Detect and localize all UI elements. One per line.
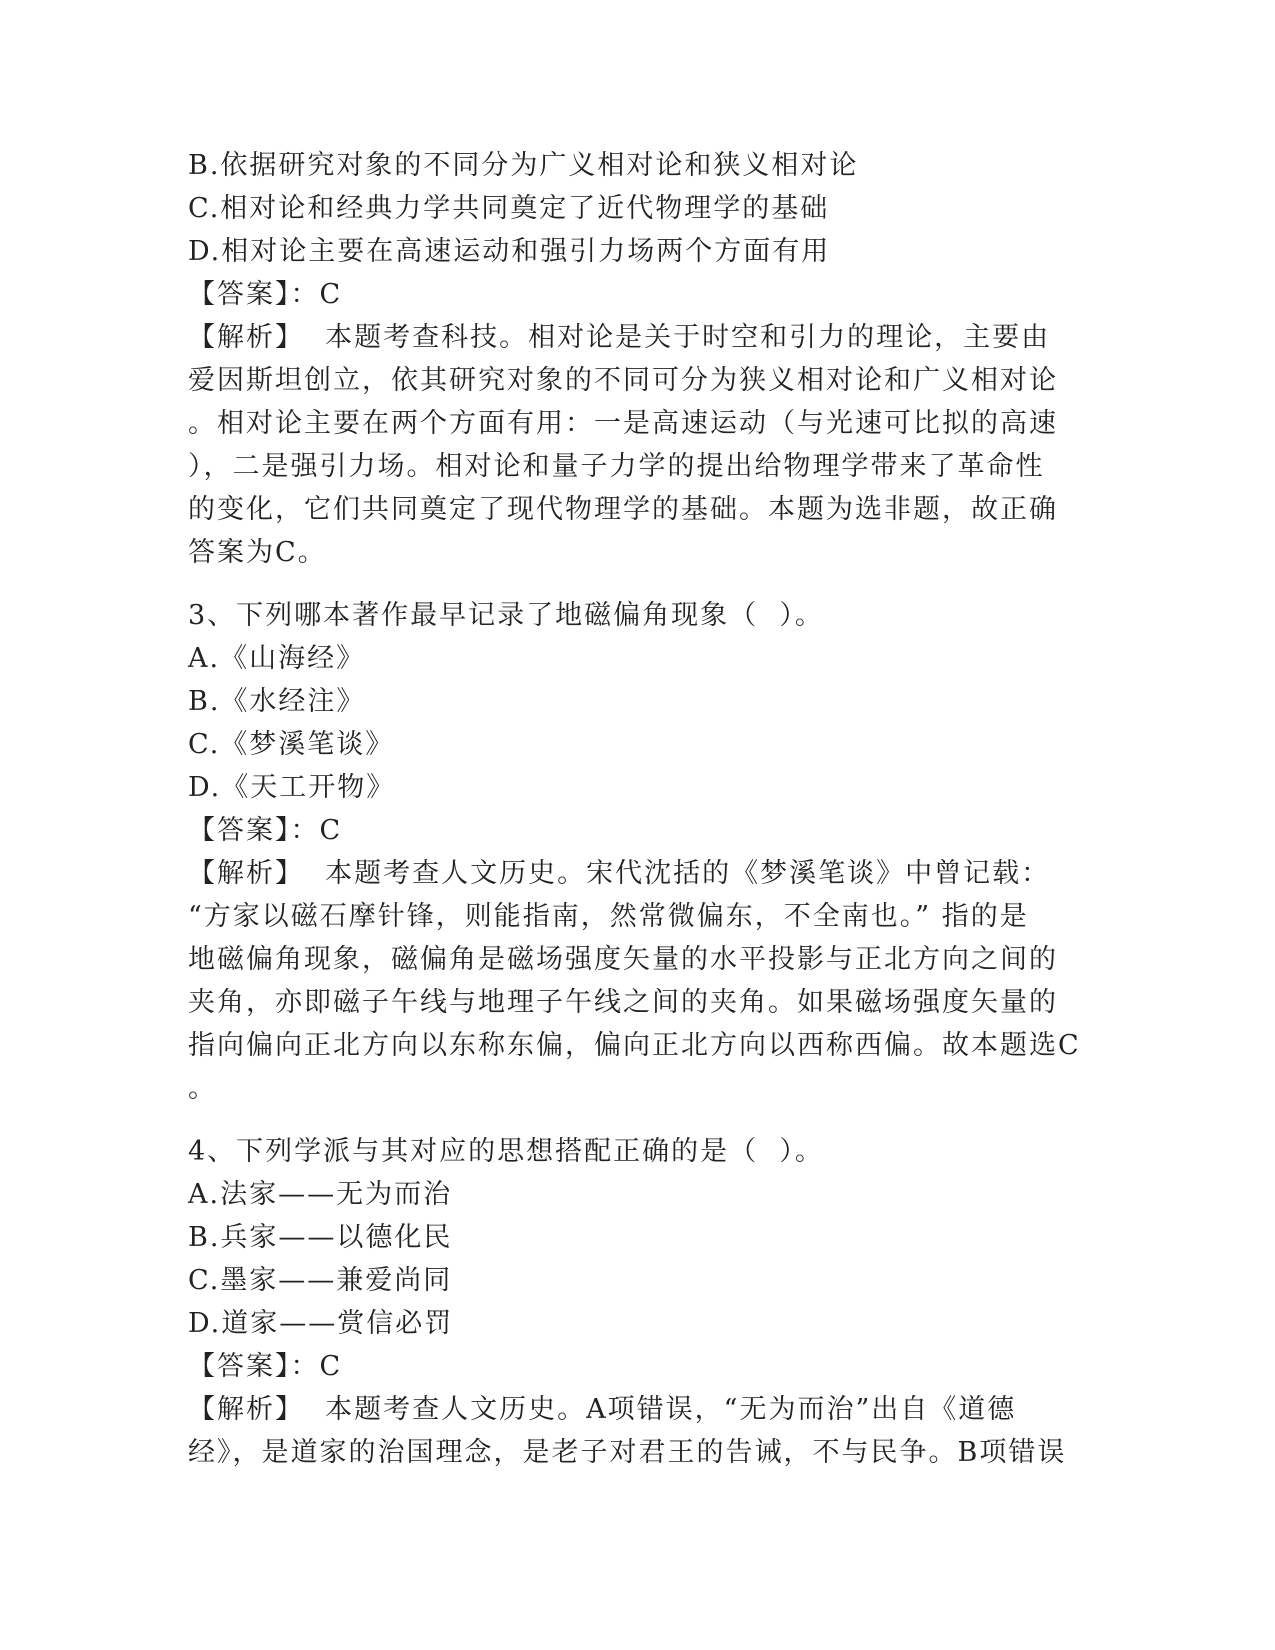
q3-analysis-line-6: 。 [188, 1073, 217, 1104]
q2-option-b: B.依据研究对象的不同分为广义相对论和狭义相对论 [188, 150, 859, 181]
document-content [188, 144, 1088, 1474]
q3-analysis-line-1: 【解析】 本题考查人文历史。宋代沈括的《梦溪笔谈》中曾记载： [188, 858, 1051, 889]
q3-option-b: B.《水经注》 [188, 686, 366, 717]
q4-analysis-line-2: 经》，是道家的治国理念，是老子对君王的告诫，不与民争。B项错误 [188, 1437, 1067, 1468]
q3-analysis-line-2: “方家以磁石摩针锋，则能指南，然常微偏东，不全南也。” 指的是 [188, 901, 1029, 932]
q2-analysis-line-4: ），二是强引力场。相对论和量子力学的提出给物理学带来了革命性 [188, 451, 1045, 482]
q4-answer: 【答案】：C [188, 1351, 343, 1382]
spacer [188, 574, 1088, 594]
q4-analysis [188, 1388, 1088, 1474]
q4-option-d: D.道家——赏信必罚 [188, 1308, 454, 1339]
q3-analysis-line-3: 地磁偏角现象，磁偏角是磁场强度矢量的水平投影与正北方向之间的 [188, 944, 1058, 975]
q4-analysis-line-1: 【解析】 本题考查人文历史。A项错误，“无为而治”出自《道德 [188, 1394, 1017, 1425]
q2-option-d: D.相对论主要在高速运动和强引力场两个方面有用 [188, 236, 831, 267]
q3-option-a: A.《山海经》 [188, 643, 366, 674]
q2-analysis-line-3: 。相对论主要在两个方面有用：一是高速运动（与光速可比拟的高速 [188, 408, 1058, 439]
q3-analysis [188, 852, 1088, 1110]
q3-question: 3、下列哪本著作最早记录了地磁偏角现象（ ）。 [188, 600, 824, 631]
q3-option-c: C.《梦溪笔谈》 [188, 729, 395, 760]
q4-option-a: A.法家——无为而治 [188, 1179, 453, 1210]
q3-analysis-line-4: 夹角，亦即磁子午线与地理子午线之间的夹角。如果磁场强度矢量的 [188, 987, 1058, 1018]
q3-option-d: D.《天工开物》 [188, 772, 396, 803]
q2-analysis-line-5: 的变化，它们共同奠定了现代物理学的基础。本题为选非题，故正确 [188, 494, 1058, 525]
q2-option-c: C.相对论和经典力学共同奠定了近代物理学的基础 [188, 193, 830, 224]
q4-question: 4、下列学派与其对应的思想搭配正确的是（ ）。 [188, 1136, 824, 1167]
q3-answer: 【答案】：C [188, 815, 343, 846]
q3-analysis-line-5: 指向偏向正北方向以东称东偏，偏向正北方向以西称西偏。故本题选C [188, 1030, 1081, 1061]
q2-analysis-line-1: 【解析】 本题考查科技。相对论是关于时空和引力的理论，主要由 [188, 322, 1051, 353]
q2-answer: 【答案】：C [188, 279, 343, 310]
q2-analysis [188, 316, 1088, 574]
q2-analysis-line-6: 答案为C。 [188, 537, 327, 568]
spacer [188, 1110, 1088, 1130]
q2-analysis-line-2: 爱因斯坦创立，依其研究对象的不同可分为狭义相对论和广义相对论 [188, 365, 1058, 396]
q4-option-c: C.墨家——兼爱尚同 [188, 1265, 453, 1296]
q4-option-b: B.兵家——以德化民 [188, 1222, 453, 1253]
